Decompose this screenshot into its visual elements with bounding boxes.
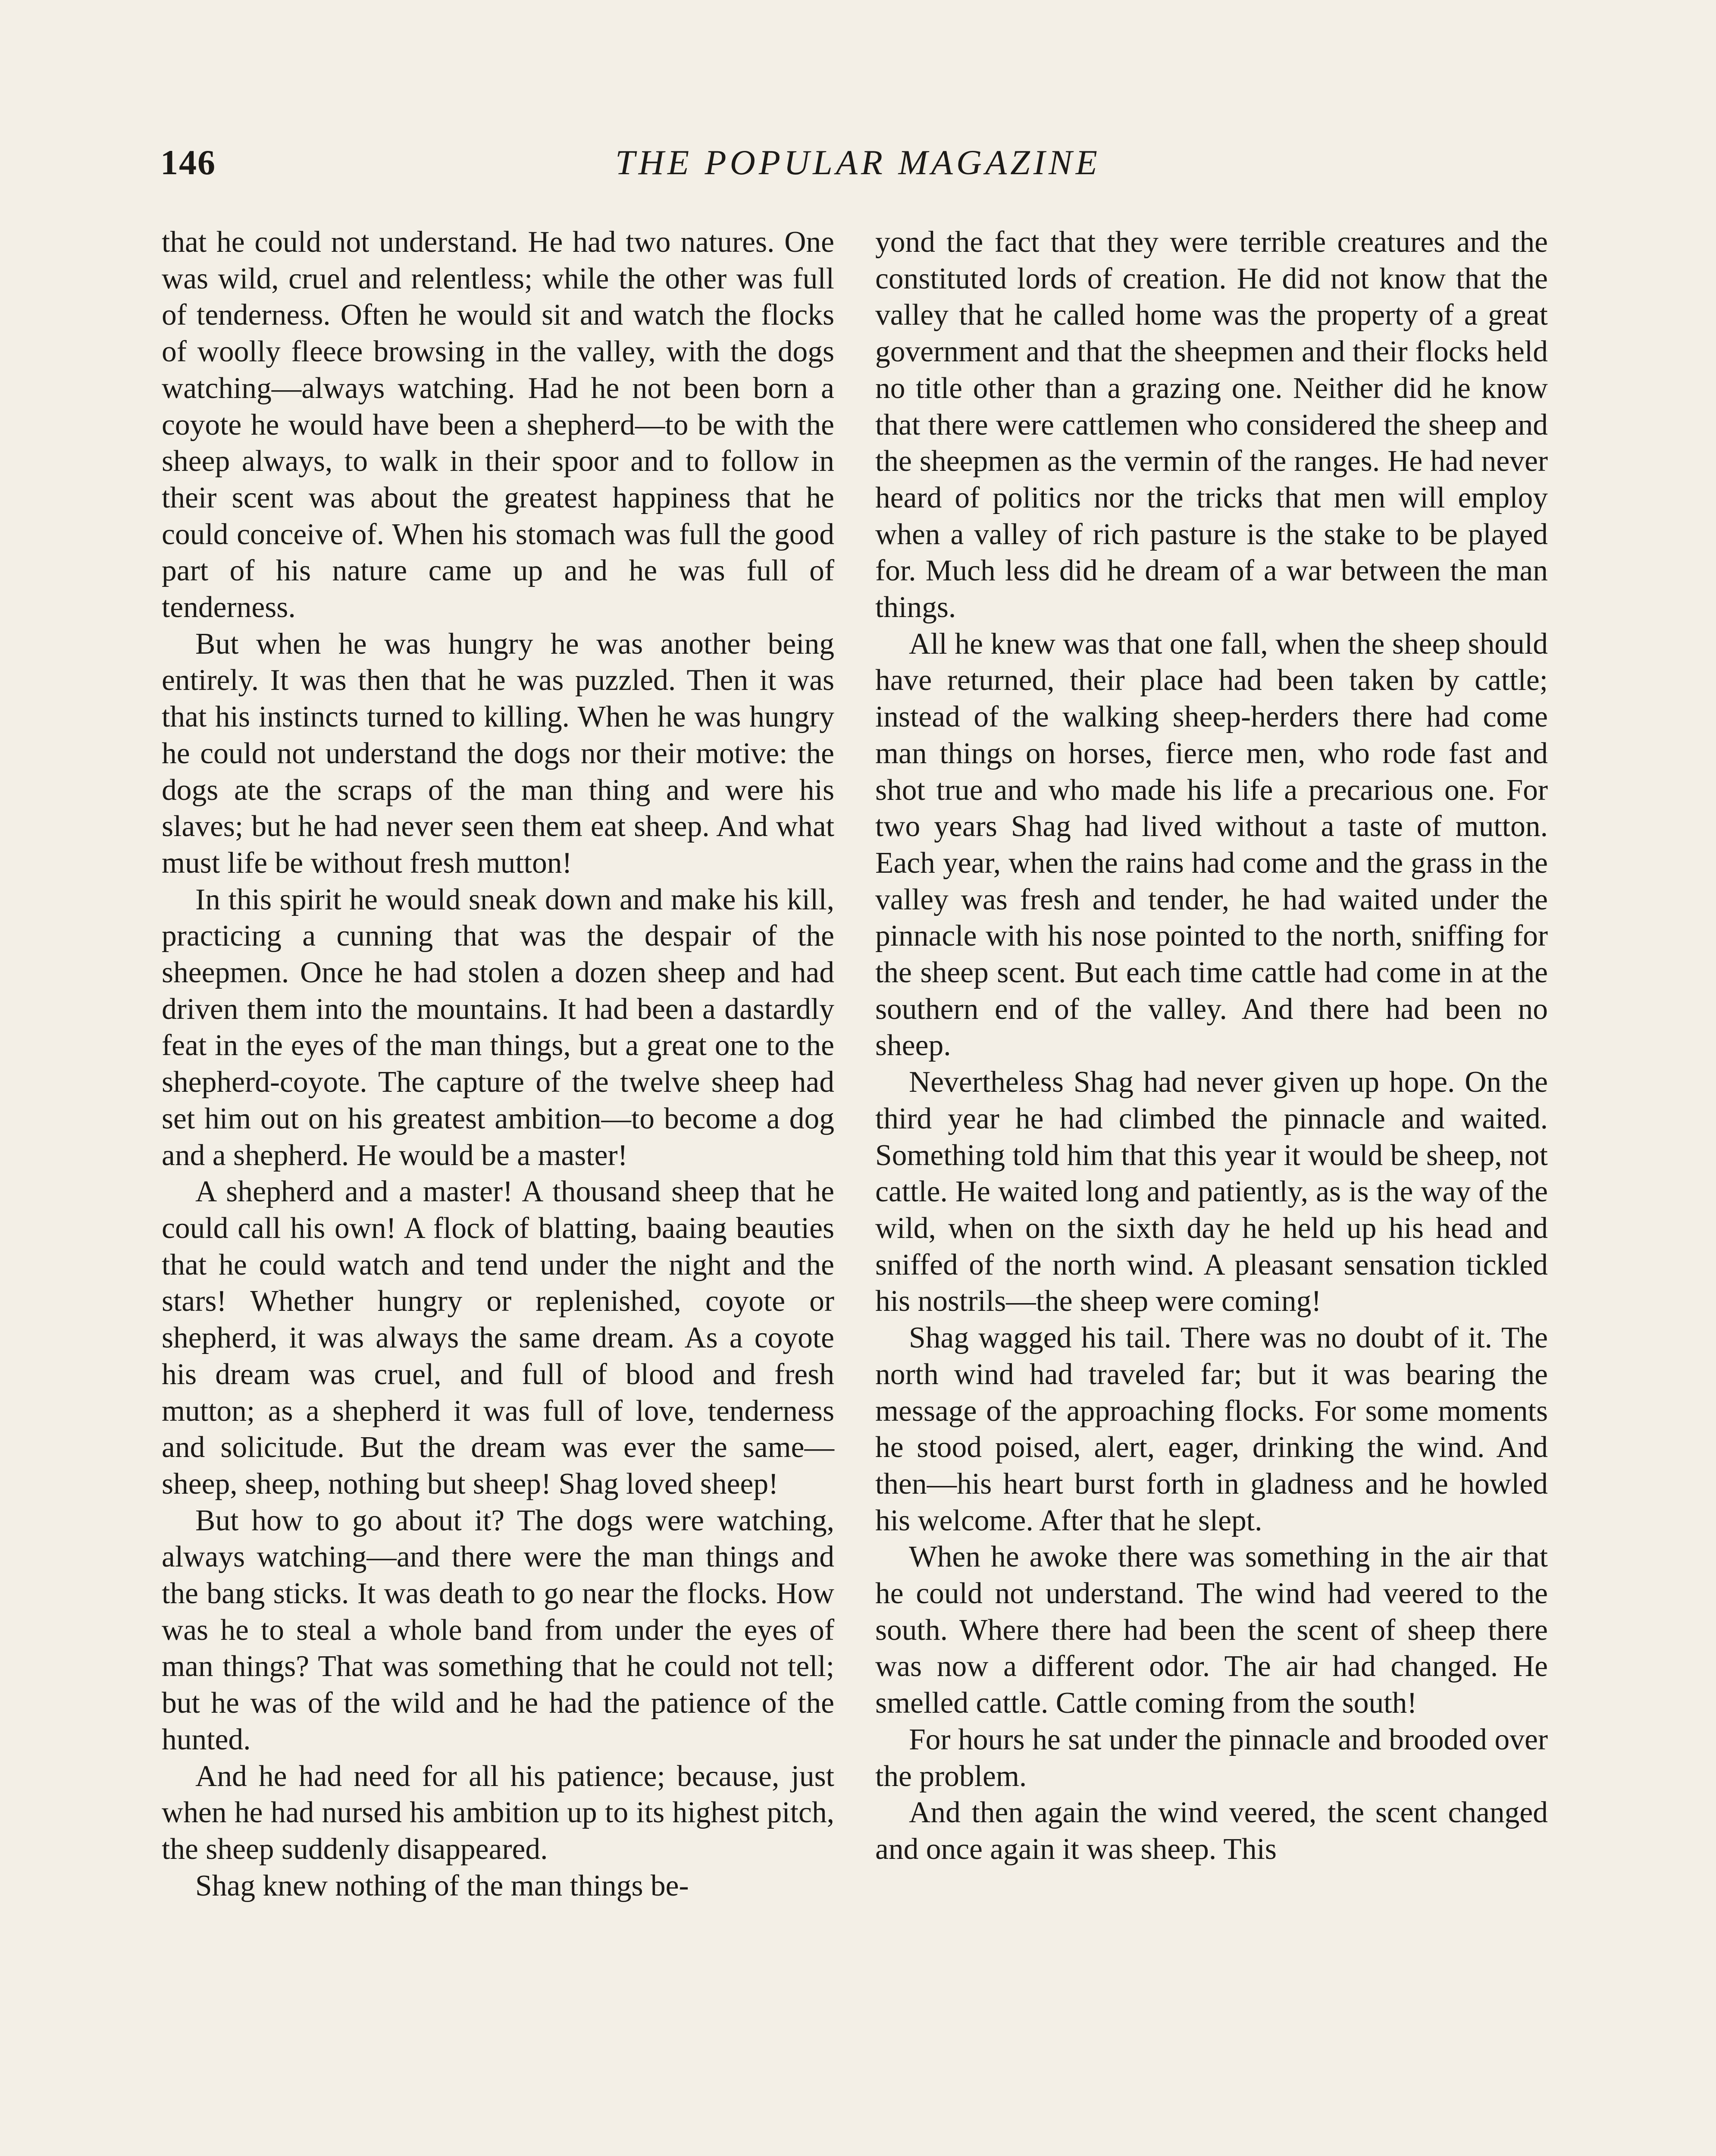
paragraph: All he knew was that one fall, when the sheep should have returned, their place had been taken by cattle; instead of the walking sheep-herders there had come man things on horses, fierce men, who rode fast and shot true and who made his life a precarious one. For two years Shag had lived without a taste of mutton. Each year, when the rains had come and the grass in the valley was fresh and tender, he had waited under the pinnacle with his nose pointed to the north, sniffing for the sheep scent. But each time cattle had come in at the southern end of the valley. And there had been no sheep.	[875, 627, 1548, 1062]
paragraph: And then again the wind veered, the scent changed and once again it was sheep. This	[875, 1796, 1548, 1866]
running-head: THE POPULAR MAGAZINE	[615, 143, 1101, 182]
paragraph: For hours he sat under the pinnacle and brooded over the problem.	[875, 1723, 1548, 1793]
paragraph: But how to go about it? The dogs were watching, always watching—and there were the man things and the bang sticks. It was death to go near the flocks. How was he to steal a whole band from under the eyes of man things? That was something that he could not tell; but he was of the wild and he had the patience of the hunted.	[162, 1504, 834, 1756]
page-number: 146	[160, 143, 216, 182]
paragraph: that he could not understand. He had two natures. One was wild, cruel and relentless; while the other was full of tenderness. Often he would sit and watch the flocks of woolly fleece browsing in the valley, with the dogs watching—always watching. Had he not been born a coyote he would have been a shepherd—to be with the sheep always, to walk in their spoor and to follow in their scent was about the greatest happiness that he could conceive of. When his stomach was full the good part of his nature came up and he was full of tenderness.	[162, 226, 834, 624]
paragraph: But when he was hungry he was another being entirely. It was then that he was puzzled. Then it was that his instincts turned to killing. When he was hungry he could not understand the dogs nor their motive: the dogs ate the scraps of the man thing and were his slaves; but he had never seen them eat sheep. And what must life be without fresh mutton!	[162, 627, 834, 880]
text-column-right	[875, 224, 1548, 1868]
paragraph: In this spirit he would sneak down and make his kill, practicing a cunning that was the despair of the sheepmen. Once he had stolen a dozen sheep and had driven them into the mountains. It had been a dastardly feat in the eyes of the man things, but a great one to the shepherd-coyote. The capture of the twelve sheep had set him out on his greatest ambition—to become a dog and a shepherd. He would be a master!	[162, 883, 834, 1172]
paragraph: When he awoke there was something in the air that he could not understand. The wind had veered to the south. Where there had been the scent of sheep there was now a different odor. The air had changed. He smelled cattle. Cattle coming from the south!	[875, 1540, 1548, 1720]
paragraph: yond the fact that they were terrible creatures and the constituted lords of creation. He did not know that the valley that he called home was the property of a great government and that the sheepmen and their flocks held no title other than a grazing one. Neither did he know that there were cattlemen who considered the sheep and the sheepmen as the vermin of the ranges. He had never heard of politics nor the tricks that men will employ when a valley of rich pasture is the stake to be played for. Much less did he dream of a war between the man things.	[875, 226, 1548, 624]
paragraph: A shepherd and a master! A thousand sheep that he could call his own! A flock of blatting, baaing beauties that he could watch and tend under the night and the stars! Whether hungry or replenished, coyote or shepherd, it was always the same dream. As a coyote his dream was cruel, and full of blood and fresh mutton; as a shepherd it was full of love, tenderness and solicitude. But the dream was ever the same—sheep, sheep, nothing but sheep! Shag loved sheep!	[162, 1175, 834, 1501]
paragraph: Shag wagged his tail. There was no doubt of it. The north wind had traveled far; but it was bearing the message of the approaching flocks. For some moments he stood poised, alert, eager, drinking the wind. And then—his heart burst forth in gladness and he howled his welcome. After that he slept.	[875, 1321, 1548, 1537]
paragraph: And he had need for all his patience; because, just when he had nursed his ambition up to its highest pitch, the sheep suddenly disappeared.	[162, 1759, 834, 1866]
page-header	[160, 142, 1556, 194]
text-column-left	[162, 224, 834, 1904]
paragraph: Nevertheless Shag had never given up hope. On the third year he had climbed the pinnacle and waited. Something told him that this year it would be sheep, not cattle. He waited long and patiently, as is the way of the wild, when on the sixth day he held up his head and sniffed of the north wind. A pleasant sensation tickled his nostrils—the sheep were coming!	[875, 1065, 1548, 1318]
paragraph: Shag knew nothing of the man things be-	[195, 1869, 689, 1902]
